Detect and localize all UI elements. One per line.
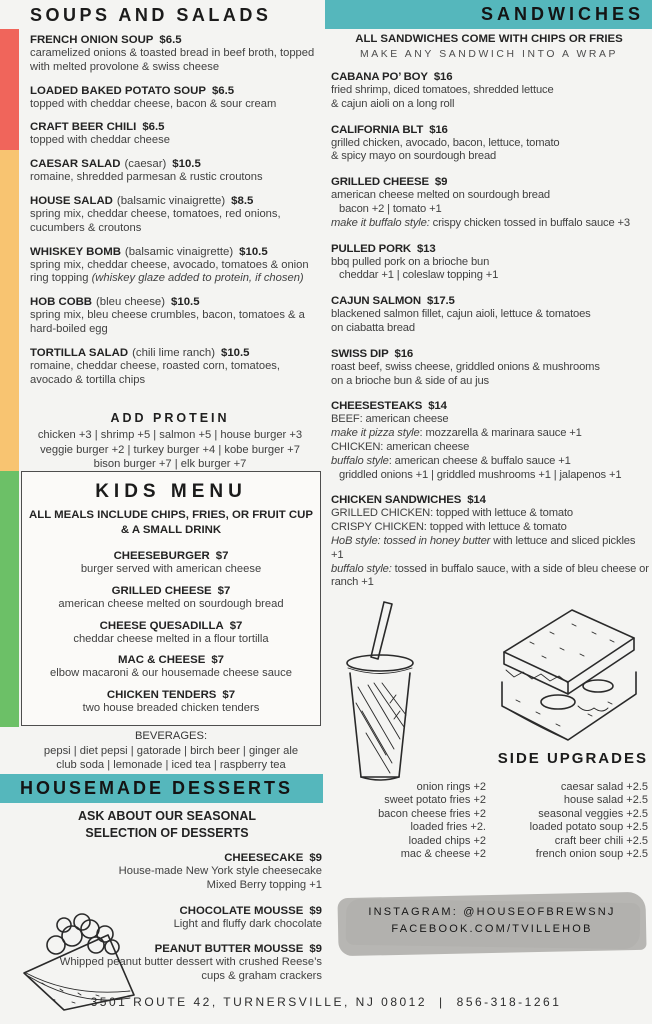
menu-item-price: $9	[309, 852, 322, 864]
menu-item-price: $7	[217, 584, 231, 597]
list-line: sweet potato fries +2	[384, 794, 486, 807]
list-line: club soda | lemonade | iced tea | raspberry tea	[56, 759, 286, 771]
menu-item-header	[30, 84, 323, 98]
menu-item	[22, 549, 320, 577]
menu-item-desc: burger served with american cheese	[80, 563, 262, 575]
menu-item-price: $10.5	[171, 296, 200, 309]
list-line: seasonal veggies +2.5	[538, 807, 648, 820]
menu-item-name: LOADED BAKED POTATO SOUP	[30, 84, 206, 97]
menu-item-price: $7	[222, 689, 236, 702]
side-upgrades-col2	[470, 781, 648, 861]
menu-item-desc: & spicy mayo on sourdough bread	[331, 150, 497, 163]
menu-item-desc: Mixed Berry topping +1	[206, 878, 322, 891]
menu-item-desc: american cheese melted on sourdough bread	[331, 189, 550, 202]
menu-item-desc: romaine, shredded parmesan & rustic croutons	[30, 171, 263, 184]
menu-item-desc: HoB style: tossed in honey butter with lettuce and sliced pickles +1	[331, 534, 636, 561]
menu-item-price: $10.5	[172, 158, 201, 171]
menu-item-desc: cheddar cheese melted in a flour tortilla	[73, 632, 269, 645]
menu-item	[30, 33, 323, 75]
menu-item-name: CALIFORNIA BLT	[331, 123, 424, 136]
menu-item-desc: BEEF: american cheese	[331, 413, 449, 426]
list-line: INSTAGRAM: @HOUSEOFBREWSNJ	[368, 906, 616, 918]
footer-separator: |	[439, 995, 445, 1009]
menu-item-name: CHOCOLATE MOUSSE	[179, 904, 304, 917]
list-line: SELECTION OF DESSERTS	[85, 825, 249, 840]
menu-item-name: GRILLED CHEESE	[111, 584, 212, 597]
menu-item-name: CAESAR SALAD	[30, 158, 121, 171]
menu-item-name: HOB COBB	[30, 296, 93, 309]
menu-item	[331, 70, 650, 112]
list-line: french onion soup +2.5	[535, 848, 648, 861]
menu-item	[30, 295, 323, 337]
menu-item-price: $16	[429, 123, 448, 136]
menu-item-header	[331, 70, 650, 84]
menu-item-name: WHISKEY BOMB	[30, 245, 121, 258]
menu-item-desc: make it pizza style: mozzarella & marinara sauce +1	[331, 427, 582, 440]
menu-item-header	[331, 347, 650, 361]
menu-item-price: $7	[229, 619, 243, 632]
beverages-title: BEVERAGES:	[134, 730, 208, 742]
menu-item-name: TORTILLA SALAD	[30, 346, 129, 359]
menu-item-header	[331, 294, 650, 308]
menu-item	[22, 688, 320, 716]
menu-item-name: HOUSE SALAD	[30, 194, 113, 207]
list-line: veggie burger +2 | turkey burger +4 | kobe burger +7	[40, 443, 300, 456]
menu-item-desc: buffalo style: tossed in buffalo sauce, with a side of bleu cheese or ranch +1	[331, 562, 649, 589]
menu-item-desc: american cheese melted on sourdough bread	[58, 597, 284, 610]
menu-item-dressing: (bleu cheese)	[96, 296, 166, 309]
menu-item-header	[331, 175, 650, 189]
menu-item	[40, 851, 322, 893]
menu-item-desc: on ciabatta bread	[331, 321, 415, 334]
menu-item-desc: grilled chicken, avocado, bacon, lettuce, tomato	[331, 136, 560, 149]
menu-item-name: CAJUN SALMON	[331, 295, 421, 308]
add-protein-section	[18, 411, 322, 472]
menu-item-name: PULLED PORK	[331, 242, 411, 255]
menu-item-desc: blackened salmon fillet, cajun aioli, lettuce & tomatoes	[331, 308, 591, 321]
menu-item-name: MAC & CHEESE	[117, 654, 206, 667]
drink-cup-illustration	[338, 599, 422, 785]
menu-item-price: $16	[394, 347, 414, 360]
menu-item-header	[22, 549, 320, 563]
menu-item-desc: make it buffalo style: crispy chicken tossed in buffalo sauce +3	[331, 216, 630, 229]
menu-item-name: CABANA PO’ BOY	[331, 71, 428, 83]
menu-item-price: $8.5	[231, 194, 254, 207]
menu-item	[331, 123, 650, 165]
menu-item-desc: GRILLED CHICKEN: topped with lettuce & tomato	[331, 507, 573, 520]
menu-item-desc: cheddar +1 | coleslaw topping +1	[339, 269, 499, 282]
menu-item-dressing: (balsamic vinaigrette)	[116, 194, 226, 207]
menu-item-price: $9	[434, 176, 448, 189]
menu-item	[30, 120, 323, 148]
menu-item-desc: House-made New York style cheesecake	[118, 865, 322, 877]
menu-item-header	[22, 653, 320, 667]
list-line: chicken +3 | shrimp +5 | salmon +5 | house burger +3	[37, 429, 303, 441]
list-line: bison burger +7 | elk burger +7	[93, 458, 247, 471]
kids-menu-items	[22, 549, 320, 716]
menu-item-price: $17.5	[426, 295, 455, 308]
menu-item	[30, 84, 323, 112]
menu-item-header	[331, 242, 650, 256]
menu-item	[331, 242, 650, 284]
menu-item	[331, 399, 650, 482]
menu-item-desc: bbq pulled pork on a brioche bun	[331, 255, 490, 268]
menu-item	[30, 245, 323, 287]
menu-item-price: $7	[215, 550, 229, 562]
address-text: 3501 ROUTE 42, TURNERSVILLE, NJ 08012	[90, 995, 428, 1009]
menu-item-desc: fried shrimp, diced tomatoes, shredded lettuce	[331, 84, 554, 96]
menu-item-header	[30, 157, 323, 171]
menu-item-name: CHEESECAKE	[224, 852, 304, 864]
menu-item	[22, 619, 320, 647]
color-bar-green	[0, 471, 19, 727]
menu-item-desc: two house breaded chicken tenders	[82, 702, 260, 715]
color-bar-orange	[0, 150, 19, 471]
menu-item	[331, 347, 650, 389]
menu-item-name: CHEESESTEAKS	[331, 400, 423, 413]
menu-item-header	[30, 295, 323, 309]
menu-item-header	[22, 619, 320, 633]
menu-item-header	[40, 851, 322, 865]
sandwiches-note-2: MAKE ANY SANDWICH INTO A WRAP	[359, 49, 619, 60]
desserts-banner: HOUSEMADE DESSERTS	[0, 774, 323, 803]
menu-item	[331, 294, 650, 336]
list-line: bacon cheese fries +2	[378, 807, 486, 820]
menu-item-price: $10.5	[221, 346, 250, 359]
list-line: ALL MEALS INCLUDE CHIPS, FRIES, OR FRUIT CUP	[29, 509, 313, 521]
menu-item-name: CRAFT BEER CHILI	[30, 121, 137, 134]
menu-item-price: $16	[433, 71, 453, 83]
menu-item-header	[30, 33, 323, 47]
menu-item-dressing: (chili lime ranch)	[132, 346, 215, 359]
list-line: craft beer chili +2.5	[554, 834, 648, 847]
menu-item-price: $14	[467, 494, 486, 507]
menu-item-desc: CRISPY CHICKEN: topped with lettuce & tomato	[331, 521, 567, 534]
kids-menu-title: KIDS MENU	[95, 481, 247, 502]
menu-item-price: $6.5	[142, 121, 165, 134]
menu-item-price: $7	[211, 654, 224, 667]
menu-item-price: $10.5	[239, 245, 268, 258]
menu-item-header	[30, 194, 323, 208]
kids-menu-box	[21, 471, 321, 726]
menu-item-desc: elbow macaroni & our housemade cheese sauce	[50, 667, 292, 680]
menu-item-price: $6.5	[211, 84, 235, 97]
menu-item-name: FRENCH ONION SOUP	[30, 34, 154, 46]
beverages-section	[21, 729, 321, 773]
menu-item-name: PEANUT BUTTER MOUSSE	[154, 943, 304, 956]
menu-item-desc: buffalo style: american cheese & buffalo sauce +1	[331, 454, 571, 467]
add-protein-lines	[18, 428, 322, 472]
list-line: FACEBOOK.COM/TVILLEHOB	[391, 923, 593, 935]
menu-item-desc: Light and fluffy dark chocolate	[173, 917, 322, 930]
menu-item-dressing: (balsamic vinaigrette)	[124, 245, 234, 258]
list-line: caesar salad +2.5	[560, 781, 648, 793]
menu-item-desc: topped with cheddar cheese	[30, 134, 170, 147]
sandwiches-banner: SANDWICHES	[325, 0, 652, 29]
menu-item	[30, 157, 323, 185]
side-upgrades-col1	[336, 781, 486, 861]
sandwich-illustration	[480, 598, 652, 758]
beverages-lines	[21, 744, 321, 773]
social-banner	[338, 893, 646, 959]
menu-item	[30, 346, 323, 388]
menu-item-header	[331, 493, 650, 507]
menu-item	[331, 175, 650, 230]
menu-item	[30, 194, 323, 236]
list-line: house salad +2.5	[563, 794, 648, 807]
sandwiches-note-1: ALL SANDWICHES COME WITH CHIPS OR FRIES	[355, 33, 623, 45]
menu-item-price: $9	[309, 943, 322, 956]
color-bar-red	[0, 29, 19, 150]
footer-contact	[0, 995, 652, 1009]
menu-item-header	[22, 584, 320, 598]
menu-item	[22, 653, 320, 681]
list-line: loaded potato soup +2.5	[529, 821, 648, 834]
menu-item-name: GRILLED CHEESE	[331, 176, 429, 189]
social-handles	[338, 904, 646, 938]
menu-item-price: $13	[417, 242, 436, 255]
menu-item-name: SWISS DIP	[331, 347, 389, 360]
menu-item-desc: romaine, cheddar cheese, roasted corn, tomatoes, avocado & tortilla chips	[30, 359, 280, 386]
list-line: mac & cheese +2	[400, 848, 486, 861]
menu-item-dressing: (caesar)	[124, 158, 167, 171]
list-line: & A SMALL DRINK	[120, 524, 222, 536]
soups-section-title: SOUPS AND SALADS	[30, 5, 272, 25]
menu-item-desc: caramelized onions & toasted bread in beef broth, topped with melted provolone & swiss cheese	[30, 47, 315, 73]
menu-item-desc: CHICKEN: american cheese	[331, 440, 470, 453]
menu-item-header	[22, 688, 320, 702]
menu-item-name: CHICKEN SANDWICHES	[331, 494, 462, 507]
list-line: onion rings +2	[416, 781, 486, 793]
menu-item-desc: Whipped peanut butter dessert with crushed Reese’s cups & graham crackers	[59, 956, 322, 983]
menu-item-desc: spring mix, bleu cheese crumbles, bacon, tomatoes & a hard-boiled egg	[30, 309, 305, 335]
menu-item-desc: topped with cheddar cheese, bacon & sour cream	[30, 97, 277, 110]
menu-item-desc: on a brioche bun & side of au jus	[331, 374, 490, 387]
kids-menu-note	[22, 508, 320, 538]
add-protein-title: ADD PROTEIN	[110, 411, 230, 425]
menu-item-desc: roast beef, swiss cheese, griddled onions & mushrooms	[331, 360, 600, 373]
menu-item-price: $9	[309, 904, 322, 917]
menu-item-header	[331, 399, 650, 413]
soups-salads-list	[30, 33, 323, 396]
list-line: pepsi | diet pepsi | gatorade | birch beer | ginger ale	[43, 744, 299, 757]
sandwiches-list	[331, 70, 650, 601]
menu-item-desc: bacon +2 | tomato +1	[339, 202, 442, 215]
menu-item-desc: spring mix, cheddar cheese, tomatoes, red onions, cucumbers & croutons	[30, 207, 281, 234]
menu-item-price: $14	[428, 400, 447, 413]
menu-item-desc: griddled onions +1 | griddled mushrooms +1 | jalapenos +1	[339, 468, 622, 481]
menu-item-desc: spring mix, cheddar cheese, avocado, tomatoes & onion ring topping (whiskey glaze added to protein, if chosen)	[30, 258, 309, 285]
side-upgrades-title: SIDE UPGRADES	[497, 750, 648, 767]
menu-item	[22, 584, 320, 612]
list-line: loaded chips +2	[408, 834, 486, 847]
menu-item-header	[331, 123, 650, 137]
seasonal-desserts-note	[0, 808, 334, 841]
menu-item-name: CHICKEN TENDERS	[106, 689, 217, 702]
list-line: loaded fries +2.	[410, 821, 486, 834]
menu-item-header	[30, 120, 323, 134]
list-line: ASK ABOUT OUR SEASONAL	[77, 809, 256, 823]
menu-item-header	[30, 346, 323, 360]
menu-item-desc: & cajun aioli on a long roll	[331, 97, 455, 110]
menu-item-name: CHEESE QUESADILLA	[99, 619, 224, 632]
menu-item-header	[30, 245, 323, 259]
menu-item	[331, 493, 650, 590]
phone-number: 856-318-1261	[456, 995, 562, 1009]
menu-item-price: $6.5	[159, 34, 182, 46]
menu-item-name: CHEESEBURGER	[113, 550, 210, 562]
